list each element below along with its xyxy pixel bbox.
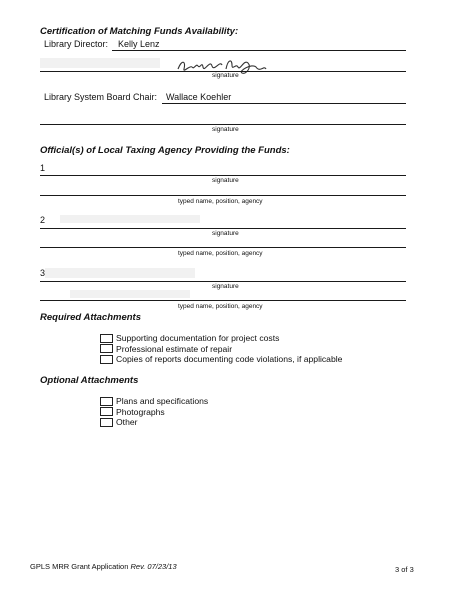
optional-attachment-label: Plans and specifications [116, 396, 209, 407]
optional-attachment-label: Photographs [116, 406, 165, 417]
required-attachment-label: Professional estimate of repair [116, 343, 233, 354]
required-attachment-item[interactable] [100, 354, 342, 365]
checkbox[interactable] [100, 407, 113, 416]
director-name: Kelly Lenz [118, 39, 160, 49]
official-3-signature-line [40, 281, 406, 282]
optional-attachments-heading: Optional Attachments [40, 375, 139, 386]
footer-form-info [30, 562, 177, 571]
checkbox[interactable] [100, 418, 113, 427]
scan-noise [40, 58, 160, 68]
director-signature [176, 57, 268, 83]
footer-page-number: 3 of 3 [395, 565, 414, 574]
official-3-typed-line [40, 300, 406, 301]
scan-noise [60, 215, 200, 223]
official-2-signature-caption: signature [212, 230, 239, 237]
checkbox[interactable] [100, 355, 113, 364]
required-attachment-label: Supporting documentation for project costs [116, 333, 280, 344]
official-3-number: 3 [40, 268, 46, 278]
required-attachment-item[interactable] [100, 344, 342, 355]
official-1-signature-caption: signature [212, 177, 239, 184]
optional-attachments-list [100, 396, 208, 428]
optional-attachment-item[interactable] [100, 407, 208, 418]
official-1-typed-caption: typed name, position, agency [178, 198, 263, 205]
official-1-typed-line [40, 195, 406, 196]
optional-attachment-label: Other [116, 417, 138, 428]
board-chair-signature-line [40, 124, 406, 125]
required-attachment-item[interactable] [100, 333, 342, 344]
footer-form-name: GPLS MRR Grant Application [30, 562, 129, 571]
required-attachment-label: Copies of reports documenting code violations, if applicable [116, 354, 343, 365]
scan-noise [70, 290, 190, 298]
director-signature-caption: signature [212, 72, 239, 79]
director-label: Library Director: [44, 39, 109, 49]
checkbox[interactable] [100, 334, 113, 343]
board-chair-name: Wallace Koehler [166, 92, 232, 102]
optional-attachment-item[interactable] [100, 417, 208, 428]
board-chair-name-line [162, 103, 406, 104]
official-2-signature-line [40, 228, 406, 229]
director-name-line [112, 50, 406, 51]
optional-attachment-item[interactable] [100, 396, 208, 407]
official-3-signature-caption: signature [212, 283, 239, 290]
official-2-number: 2 [40, 215, 46, 225]
checkbox[interactable] [100, 344, 113, 353]
official-1-number: 1 [40, 163, 46, 173]
checkbox[interactable] [100, 397, 113, 406]
certification-heading: Certification of Matching Funds Availability: [40, 26, 239, 37]
board-chair-signature-caption: signature [212, 126, 239, 133]
official-3-typed-caption: typed name, position, agency [178, 303, 263, 310]
footer-revision: Rev. 07/23/13 [130, 562, 177, 571]
officials-heading: Official(s) of Local Taxing Agency Providing the Funds: [40, 145, 290, 156]
official-2-typed-line [40, 247, 406, 248]
required-attachments-heading: Required Attachments [40, 312, 141, 323]
official-2-typed-caption: typed name, position, agency [178, 250, 263, 257]
board-chair-label: Library System Board Chair: [44, 92, 158, 102]
scan-noise [45, 268, 195, 278]
official-1-signature-line [40, 175, 406, 176]
required-attachments-list [100, 333, 342, 365]
